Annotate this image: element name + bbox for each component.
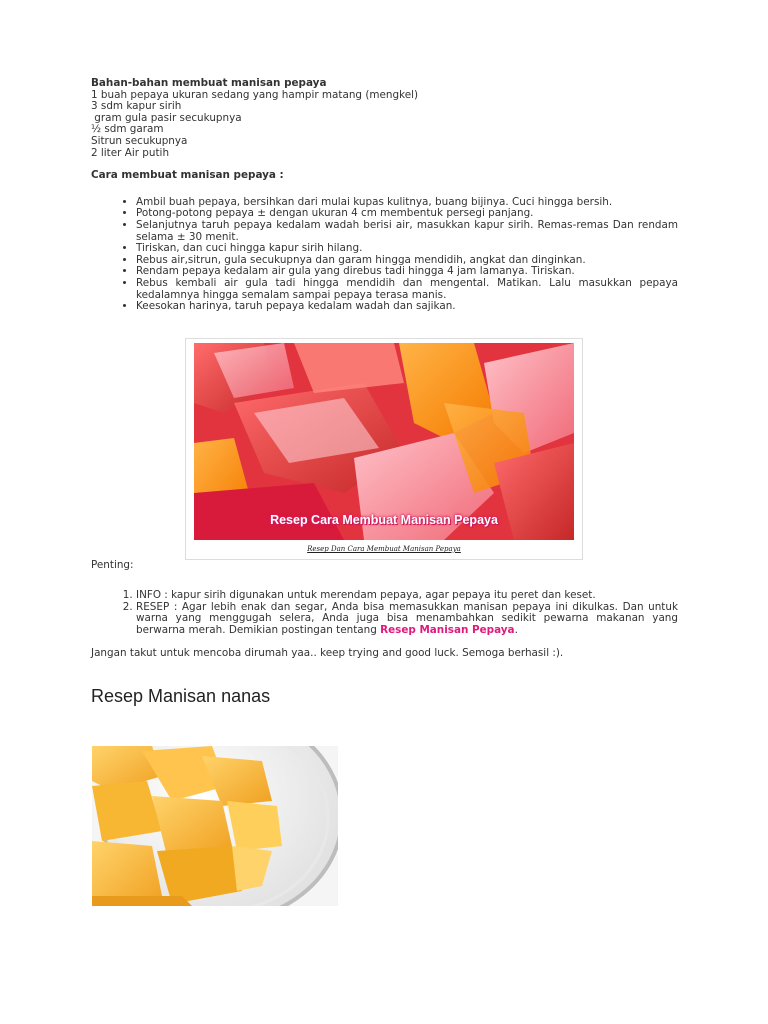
ingredient-item: Sitrun secukupnya — [91, 134, 188, 147]
section-title-nanas: Resep Manisan nanas — [91, 686, 271, 706]
candied-pineapple-image — [92, 746, 338, 906]
figure-overlay-title: Resep Cara Membuat Manisan Pepaya — [270, 513, 498, 527]
method-steps — [91, 197, 678, 313]
method-step: • Rebus air,sitrun, gula secukupnya dan garam hingga mendidih, angkat dan dinginkan. — [136, 255, 678, 267]
method-step: • Rebus kembali air gula tadi hingga mendidih dan mengental. Matikan. Lalu masukkan pepaya kedalamnya hingga semalam sampai pepaya terasa manis. — [136, 278, 678, 301]
ingredient-item: 1 buah pepaya ukuran sedang yang hampir matang (mengkel) — [91, 88, 419, 101]
ingredient-item: 2 liter Air putih — [91, 146, 170, 159]
ingredient-item: gram gula pasir secukupnya — [91, 111, 242, 124]
note-period: . — [514, 623, 518, 636]
papaya-figure — [185, 338, 583, 560]
recipe-document — [91, 78, 678, 313]
ingredients-title: Bahan-bahan membuat manisan pepaya — [91, 77, 327, 89]
note-item: 1. INFO : kapur sirih digunakan untuk merendam pepaya, agar pepaya itu peret dan keset. — [136, 590, 678, 602]
method-step: • Keesokan harinya, taruh pepaya kedalam wadah dan sajikan. — [136, 301, 678, 313]
recipe-link[interactable]: Resep Manisan Pepaya — [380, 623, 515, 636]
note-item — [136, 602, 678, 637]
note-text: RESEP : Agar lebih enak dan segar, Anda bisa memasukkan manisan pepaya ini dikulkas. Dan untuk warna yang menggugah selera, Anda juga bisa menambahkan sedikit pewarna makanan yang berwarna merah. Demikian postingan tentang — [136, 600, 678, 636]
closing-text: Jangan takut untuk mencoba dirumah yaa.. keep trying and good luck. Semoga berhasil :). — [91, 647, 564, 659]
ingredient-item: ½ sdm garam — [91, 123, 164, 136]
method-step: • Selanjutnya taruh pepaya kedalam wadah berisi air, masukkan kapur sirih. Remas-remas Dan rendam selama ± 30 menit. — [136, 220, 678, 243]
method-step: • Rendam pepaya kedalam air gula yang direbus tadi hingga 4 jam lamanya. Tiriskan. — [136, 266, 678, 278]
candied-papaya-image — [194, 343, 574, 540]
method-title: Cara membuat manisan pepaya : — [91, 169, 284, 182]
notes-list — [91, 590, 678, 636]
method-step: • Tiriskan, dan cuci hingga kapur sirih hilang. — [136, 243, 678, 255]
figure-caption-link[interactable]: Resep Dan Cara Membuat Manisan Pepaya — [307, 545, 461, 553]
ingredient-item: 3 sdm kapur sirih — [91, 100, 182, 113]
candied-pineapple-illustration — [92, 746, 338, 906]
ingredients-section — [91, 78, 678, 159]
method-section — [91, 170, 678, 313]
important-notes — [91, 574, 678, 636]
candied-papaya-illustration — [194, 343, 574, 540]
method-step: • Ambil buah pepaya, bersihkan dari mulai kupas kulitnya, buang bijinya. Cuci hingga bersih. — [136, 197, 678, 209]
important-label: Penting: — [91, 559, 134, 571]
method-step: • Potong-potong pepaya ± dengan ukuran 4 cm membentuk persegi panjang. — [136, 208, 678, 220]
